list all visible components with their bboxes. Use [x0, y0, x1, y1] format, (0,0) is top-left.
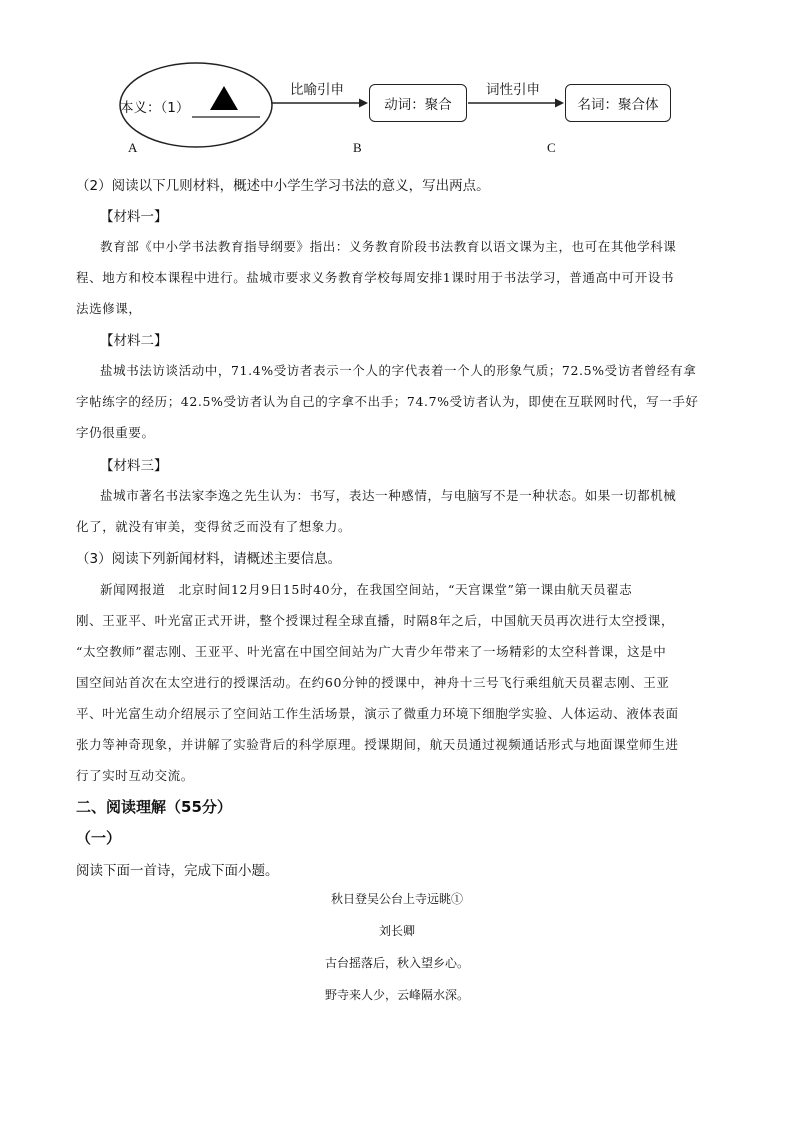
- arrowhead-b-to-c: [555, 99, 564, 108]
- material-2-line: 盐城书法访谈活动中，71.4%受访者表示一个人的字代表着一个人的形象气质；72.5%受访者曾经有拿: [100, 363, 697, 378]
- poem-author: 刘长卿: [378, 924, 415, 938]
- diagram-graphics: [0, 0, 794, 160]
- node-letter-b: B: [353, 140, 362, 155]
- news-line: 行了实时互动交流。: [76, 768, 194, 783]
- box-node-b: 动词：聚合: [369, 84, 467, 122]
- material-3-line: 盐城市著名书法家李逸之先生认为：书写，表达一种感情，与电脑写不是一种状态。如果一切都机械: [100, 488, 677, 503]
- material-2-line: 字仍很重要。: [76, 425, 155, 440]
- news-line: 国空间站首次在太空进行的授课活动。在约60分钟的授课中，神舟十三号飞行乘组航天员翟志刚、王亚: [76, 675, 670, 690]
- material-1-line: 程、地方和校本课程中进行。盐城市要求义务教育学校每周安排1课时用于书法学习，普通高中可开设书: [76, 270, 675, 285]
- question-3-prompt: （3）阅读下列新闻材料，请概述主要信息。: [76, 551, 342, 567]
- question-2-prompt: （2）阅读以下几则材料，概述中小学生学习书法的意义，写出两点。: [76, 178, 490, 194]
- material-3-line: 化了，就没有审美，变得贫乏而没有了想象力。: [76, 519, 352, 534]
- poem-instruction: 阅读下面一首诗，完成下面小题。: [76, 863, 279, 879]
- poem-title: 秋日登吴公台上寺远眺①: [330, 892, 463, 906]
- material-2-title: 【材料二】: [100, 333, 168, 349]
- subsection-heading: （一）: [76, 829, 122, 847]
- material-1-title: 【材料一】: [100, 209, 168, 225]
- material-3-title: 【材料三】: [100, 458, 168, 474]
- poem-line: 古台摇落后，秋入望乡心。: [324, 956, 469, 970]
- material-1-line: 教育部《中小学书法教育指导纲要》指出：义务教育阶段书法教育以语文课为主，也可在其他学科课: [100, 239, 677, 254]
- edge-label-metaphor: 比喻引申: [290, 82, 344, 98]
- edge-label-pos: 词性引申: [486, 82, 540, 98]
- box-node-c: 名词：聚合体: [565, 84, 671, 122]
- material-1-line: 法选修课，: [76, 301, 142, 316]
- node-letter-c: C: [547, 140, 556, 155]
- poem-line: 野寺来人少，云峰隔水深。: [324, 988, 469, 1002]
- news-line: 新闻网报道 北京时间12月9日15时40分，在我国空间站，“天宫课堂”第一课由航天员翟志: [100, 582, 633, 597]
- ellipse-label: 本义：（1）: [120, 100, 190, 116]
- section-heading: 二、阅读理解（55分）: [76, 798, 232, 816]
- news-line: 张力等神奇现象，并讲解了实验背后的科学原理。授课期间，航天员通过视频通话形式与地面课堂师生进: [76, 737, 679, 752]
- news-line: 刚、王亚平、叶光富正式开讲，整个授课过程全球直播，时隔8年之后，中国航天员再次进行太空授课，: [76, 613, 675, 628]
- arrowhead-a-to-b: [359, 99, 368, 108]
- material-2-line: 字帖练字的经历；42.5%受访者认为自己的字拿不出手；74.7%受访者认为，即使在互联网时代，写一手好: [76, 394, 699, 409]
- news-line: “太空教师”翟志刚、王亚平、叶光富在中国空间站为广大青少年带来了一场精彩的太空科普课，这是中: [76, 644, 667, 659]
- node-letter-a: A: [128, 140, 138, 155]
- news-line: 平、叶光富生动介绍展示了空间站工作生活场景，演示了微重力环境下细胞学实验、人体运动、液体表面: [76, 706, 679, 721]
